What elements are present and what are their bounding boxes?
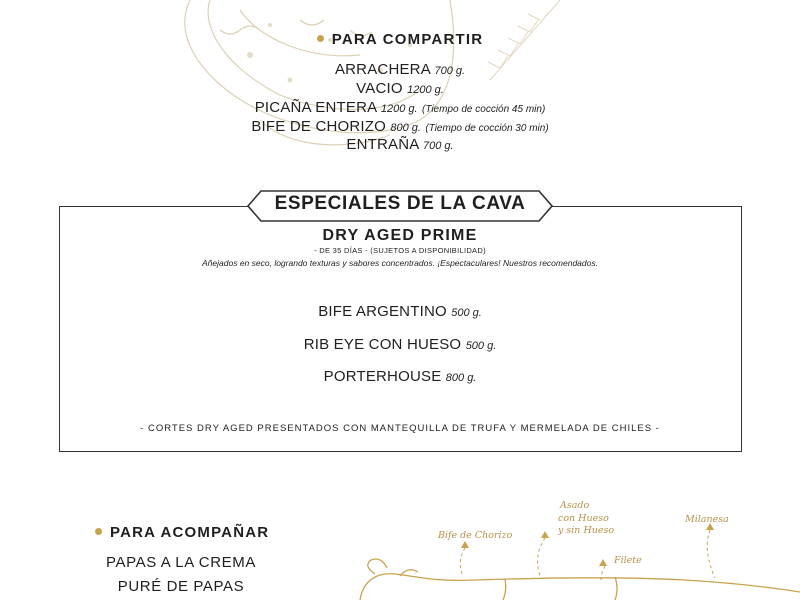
- cut-label: Asado: [560, 500, 590, 511]
- cava-subtitle: - DE 35 DÍAS - (SUJETOS A DISPONIBILIDAD): [314, 246, 486, 255]
- menu-item: [0, 61, 800, 78]
- item-name: VACIO: [356, 80, 403, 97]
- item-weight: 800 g.: [390, 122, 421, 134]
- bullet-dot: [95, 528, 102, 535]
- item-name: BIFE DE CHORIZO: [251, 118, 387, 135]
- cut-label: con Hueso: [558, 513, 609, 524]
- item-name: PORTERHOUSE: [323, 368, 442, 385]
- menu-item: [0, 99, 800, 116]
- item-name: PICAÑA ENTERA: [254, 99, 377, 116]
- cut-label: Milanesa: [685, 514, 729, 525]
- side-item: PURÉ DE PAPAS: [117, 578, 245, 595]
- cava-item: [0, 336, 800, 353]
- item-weight: 1200 g.: [380, 103, 418, 115]
- cava-description: Añejados en seco, logrando texturas y sabores concentrados. ¡Espectaculares! Nuestros recomendados.: [202, 258, 598, 268]
- section-heading-compartir: [0, 31, 800, 48]
- item-weight: 500 g.: [451, 307, 482, 319]
- menu-item: [0, 136, 800, 153]
- item-name: ARRACHERA: [334, 61, 431, 78]
- cava-item: [0, 303, 800, 320]
- item-name: BIFE ARGENTINO: [318, 303, 447, 320]
- cut-label: y sin Hueso: [558, 525, 615, 536]
- banner-title: ESPECIALES DE LA CAVA: [274, 193, 526, 214]
- cava-item: [0, 368, 800, 385]
- item-note: (Tiempo de cocción 30 min): [425, 123, 549, 134]
- item-weight: 500 g.: [465, 340, 497, 352]
- section-heading-acompanar: [95, 524, 269, 541]
- cut-label: Bife de Chorizo: [438, 530, 513, 541]
- item-note: (Tiempo de cocción 45 min): [421, 104, 546, 115]
- item-name: ENTRAÑA: [346, 136, 419, 153]
- heading-text: PARA ACOMPAÑAR: [110, 524, 270, 541]
- menu-item: [0, 80, 800, 97]
- item-name: RIB EYE CON HUESO: [303, 336, 462, 353]
- menu-item: [0, 118, 800, 135]
- cava-footer: - CORTES DRY AGED PRESENTADOS CON MANTEQUILLA DE TRUFA Y MERMELADA DE CHILES -: [140, 423, 660, 434]
- item-weight: 700 g.: [434, 65, 466, 77]
- item-weight: 1200 g.: [407, 84, 444, 96]
- cut-label: Filete: [614, 555, 642, 566]
- side-item: PAPAS A LA CREMA: [106, 554, 256, 571]
- bullet-dot: [317, 35, 324, 42]
- heading-text: PARA COMPARTIR: [331, 31, 484, 48]
- item-weight: 700 g.: [423, 140, 454, 152]
- item-weight: 800 g.: [445, 372, 477, 384]
- cava-title: DRY AGED PRIME: [322, 227, 478, 244]
